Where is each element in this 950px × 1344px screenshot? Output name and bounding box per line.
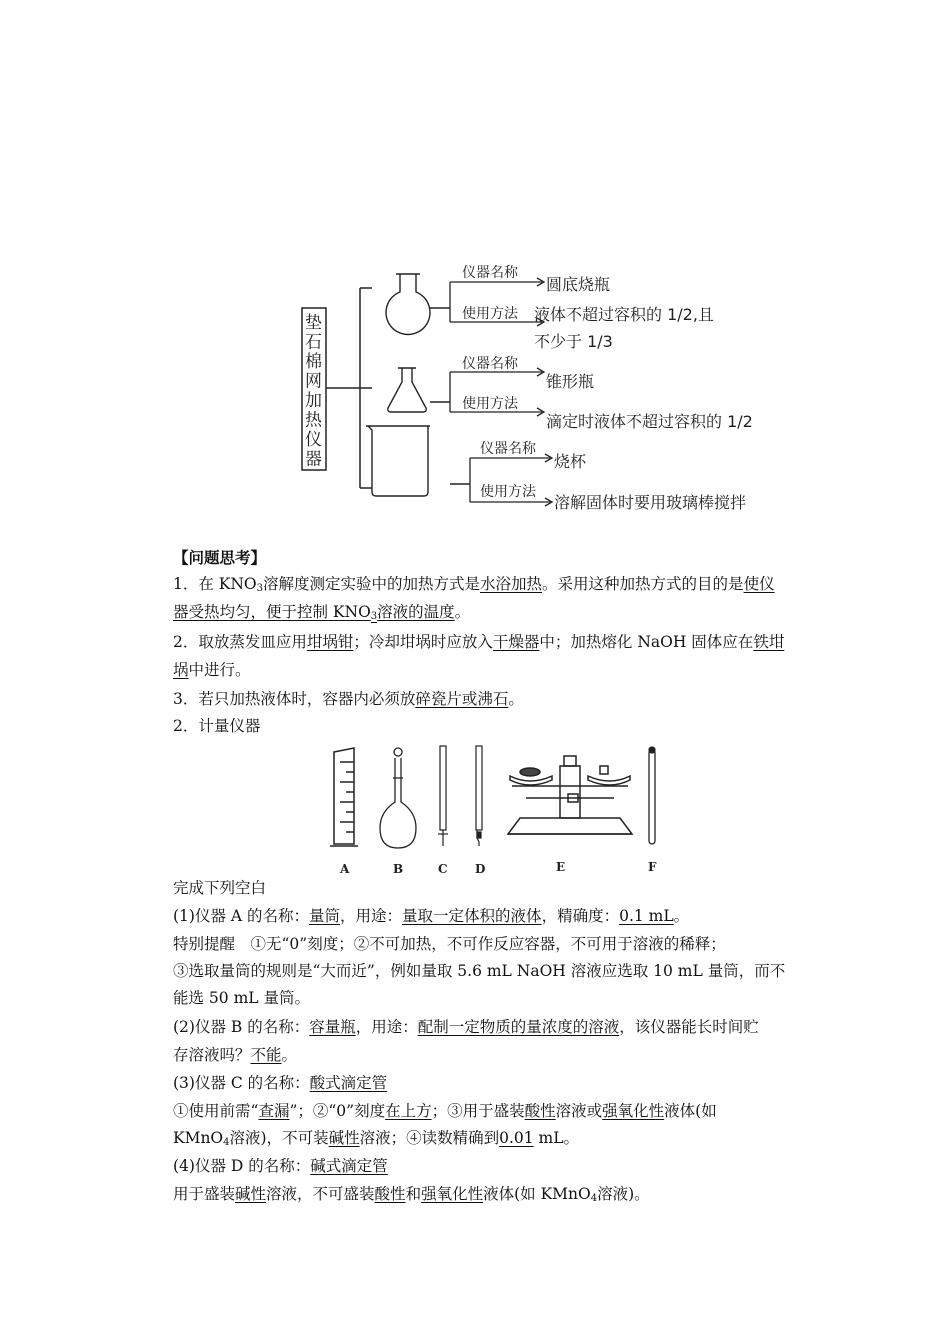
vertical-label-char: 网 xyxy=(305,371,322,392)
section-heading: 【问题思考】 xyxy=(173,548,267,567)
q3-line: 3．若只加热液体时，容器内必须放碎瓷片或沸石。 xyxy=(173,690,524,708)
vertical-label-char: 仪 xyxy=(305,430,322,450)
heating-instruments-diagram xyxy=(290,240,780,530)
round-bottom-flask-icon xyxy=(386,274,430,334)
g1-name-value: 圆底烧瓶 xyxy=(546,275,611,294)
g3-usage-line1: 溶解固体时要用玻璃棒搅拌 xyxy=(554,493,747,512)
q2-line1: 2．取放蒸发皿应用坩埚钳；冷却坩埚时应放入干燥器中；加热熔化 NaOH 固体应在铁坩 xyxy=(173,633,785,651)
vertical-label-char: 热 xyxy=(305,410,322,431)
p2-line1: (2)仪器 B 的名称：容量瓶，用途：配制一定物质的量浓度的溶液，该仪器能长时间贮 xyxy=(173,1018,759,1036)
q1-line1: 1．在 $KNO_3$溶解度测定实验中的加热方式是水浴加热。采用这种加热方式的目的是使仪 xyxy=(173,575,775,594)
p3b-line2: KMnO$_4$溶液)，不可装碱性溶液；④读数精确到0.01 mL。 xyxy=(173,1129,580,1148)
vertical-label-char: 垫 xyxy=(305,313,322,333)
g3-name-value: 烧杯 xyxy=(554,452,587,471)
p2-line2: 存溶液吗？不能。 xyxy=(173,1046,298,1064)
section2-heading: 2．计量仪器 xyxy=(173,717,261,735)
base-burette-icon xyxy=(476,746,482,846)
graduated-cylinder-icon xyxy=(330,748,358,846)
g1-name-label: 仪器名称 xyxy=(462,265,518,281)
g2-name-value: 锥形瓶 xyxy=(546,372,595,391)
measuring-instruments-diagram xyxy=(320,742,680,880)
label-A: A xyxy=(340,862,350,876)
tip-line1: 特别提醒 ①无“0”刻度；②不可加热，不可作反应容器，不可用于溶液的稀释； xyxy=(173,935,726,953)
label-F: F xyxy=(648,860,657,874)
beaker-icon xyxy=(366,426,430,496)
g3-name-label: 仪器名称 xyxy=(480,441,536,457)
vertical-label-char: 棉 xyxy=(305,352,322,372)
p1-line: (1)仪器 A 的名称：量筒，用途：量取一定体积的液体，精确度：0.1 mL。 xyxy=(173,907,690,925)
acid-burette-icon xyxy=(438,746,448,846)
vertical-label-char: 器 xyxy=(305,449,322,470)
tip-line3: 能选 50 mL 量筒。 xyxy=(173,989,310,1007)
p4-line: (4)仪器 D 的名称：碱式滴定管 xyxy=(173,1157,388,1175)
p4b-line: 用于盛装碱性溶液，不可盛装酸性和强氧化性液体(如 KMnO$_4$溶液)。 xyxy=(173,1185,650,1204)
p3-line: (3)仪器 C 的名称：酸式滴定管 xyxy=(173,1074,388,1092)
volumetric-flask-icon xyxy=(380,748,416,848)
label-E: E xyxy=(556,860,566,874)
label-D: D xyxy=(475,862,486,876)
conical-flask-icon xyxy=(388,368,426,412)
p3b-line1: ①使用前需“查漏”；②“0”刻度在上方；③用于盛装酸性溶液或强氧化性液体(如 xyxy=(173,1102,717,1120)
g2-usage-line1: 滴定时液体不超过容积的 1/2 xyxy=(546,412,753,431)
vertical-label-char: 石 xyxy=(305,332,322,353)
tip-line2: ③选取量筒的规则是“大而近”，例如量取 5.6 mL NaOH 溶液应选取 10 mL 量筒，而不 xyxy=(173,962,786,980)
vertical-label xyxy=(305,313,323,470)
g1-usage-line2: 不少于 1/3 xyxy=(534,332,613,351)
label-C: C xyxy=(438,862,448,876)
thermometer-icon xyxy=(649,747,655,844)
g1-usage-label: 使用方法 xyxy=(462,306,518,322)
vertical-label-char: 加 xyxy=(305,391,322,411)
g3-usage-label: 使用方法 xyxy=(480,484,536,500)
g2-name-label: 仪器名称 xyxy=(462,356,518,372)
g2-usage-label: 使用方法 xyxy=(462,396,518,412)
label-B: B xyxy=(393,862,404,876)
q1-line2: 器受热均匀，便于控制 $KNO_3$溶液的温度。 xyxy=(173,603,471,622)
balance-scale-icon xyxy=(508,756,632,834)
g1-usage-line1: 液体不超过容积的 1/2,且 xyxy=(534,305,714,324)
q2-line2: 埚中进行。 xyxy=(173,661,251,679)
fill-title: 完成下列空白 xyxy=(173,879,267,897)
